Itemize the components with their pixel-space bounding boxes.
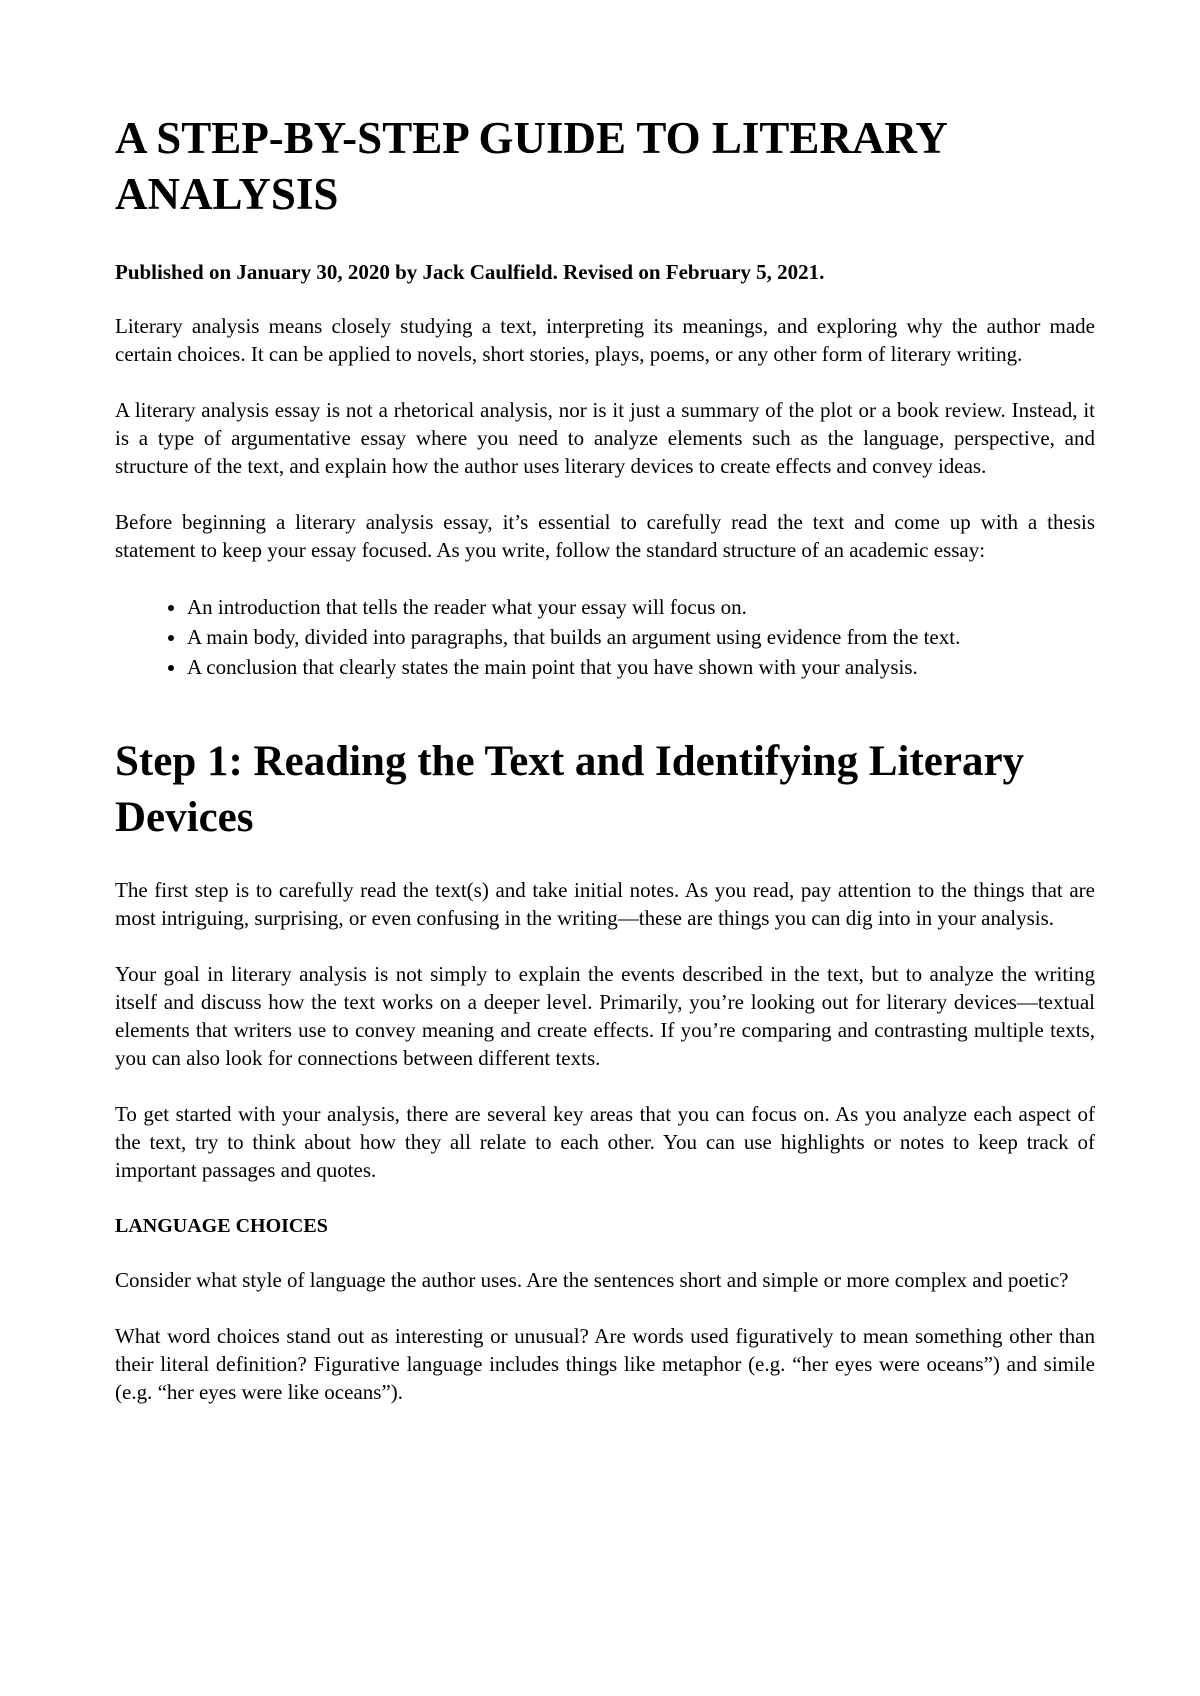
step-1-paragraph: The first step is to carefully read the text(s) and take initial notes. As you read, pay attention to the things that are most intriguing, surprising, or even confusing in the writing—these are things you can dig into in your analysis.	[115, 878, 1095, 930]
language-choices-heading: LANGUAGE CHOICES	[115, 1215, 328, 1237]
document-page	[115, 110, 1095, 1434]
essay-structure-list	[115, 592, 1095, 682]
publication-byline: Published on January 30, 2020 by Jack Caulfield. Revised on February 5, 2021.	[115, 260, 825, 284]
step-1-heading: Step 1: Reading the Text and Identifying Literary Devices	[115, 738, 1025, 841]
step-1-paragraph: To get started with your analysis, there are several key areas that you can focus on. As you analyze each aspect of the text, try to think about how they all relate to each other. You can use highlights or notes to keep track of important passages and quotes.	[115, 1102, 1095, 1182]
list-item: • An introduction that tells the reader what your essay will focus on.	[187, 592, 1095, 622]
document-title: A STEP-BY-STEP GUIDE TO LITERARY ANALYSIS	[115, 113, 947, 219]
language-paragraph: Consider what style of language the author uses. Are the sentences short and simple or more complex and poetic?	[115, 1268, 1069, 1292]
intro-paragraph: A literary analysis essay is not a rhetorical analysis, nor is it just a summary of the plot or a book review. Instead, it is a type of argumentative essay where you need to analyze elements such as the language, perspective, and structure of the text, and explain how the author uses literary devices to create effects and convey ideas.	[115, 398, 1095, 478]
list-item: • A main body, divided into paragraphs, that builds an argument using evidence from the text.	[187, 622, 1095, 652]
intro-paragraph: Literary analysis means closely studying a text, interpreting its meanings, and exploring why the author made certain choices. It can be applied to novels, short stories, plays, poems, or any other form of literary writing.	[115, 314, 1095, 366]
list-item: • A conclusion that clearly states the main point that you have shown with your analysis.	[187, 652, 1095, 682]
intro-paragraph: Before beginning a literary analysis essay, it’s essential to carefully read the text and come up with a thesis statement to keep your essay focused. As you write, follow the standard structure of an academic essay:	[115, 510, 1095, 562]
step-1-paragraph: Your goal in literary analysis is not simply to explain the events described in the text, but to analyze the writing itself and discuss how the text works on a deeper level. Primarily, you’re looking out for literary devices—textual elements that writers use to convey meaning and create effects. If you’re comparing and contrasting multiple texts, you can also look for connections between different texts.	[115, 962, 1095, 1070]
language-paragraph: What word choices stand out as interesting or unusual? Are words used figuratively to mean something other than their literal definition? Figurative language includes things like metaphor (e.g. “her eyes were oceans”) and simile (e.g. “her eyes were like oceans”).	[115, 1324, 1095, 1404]
